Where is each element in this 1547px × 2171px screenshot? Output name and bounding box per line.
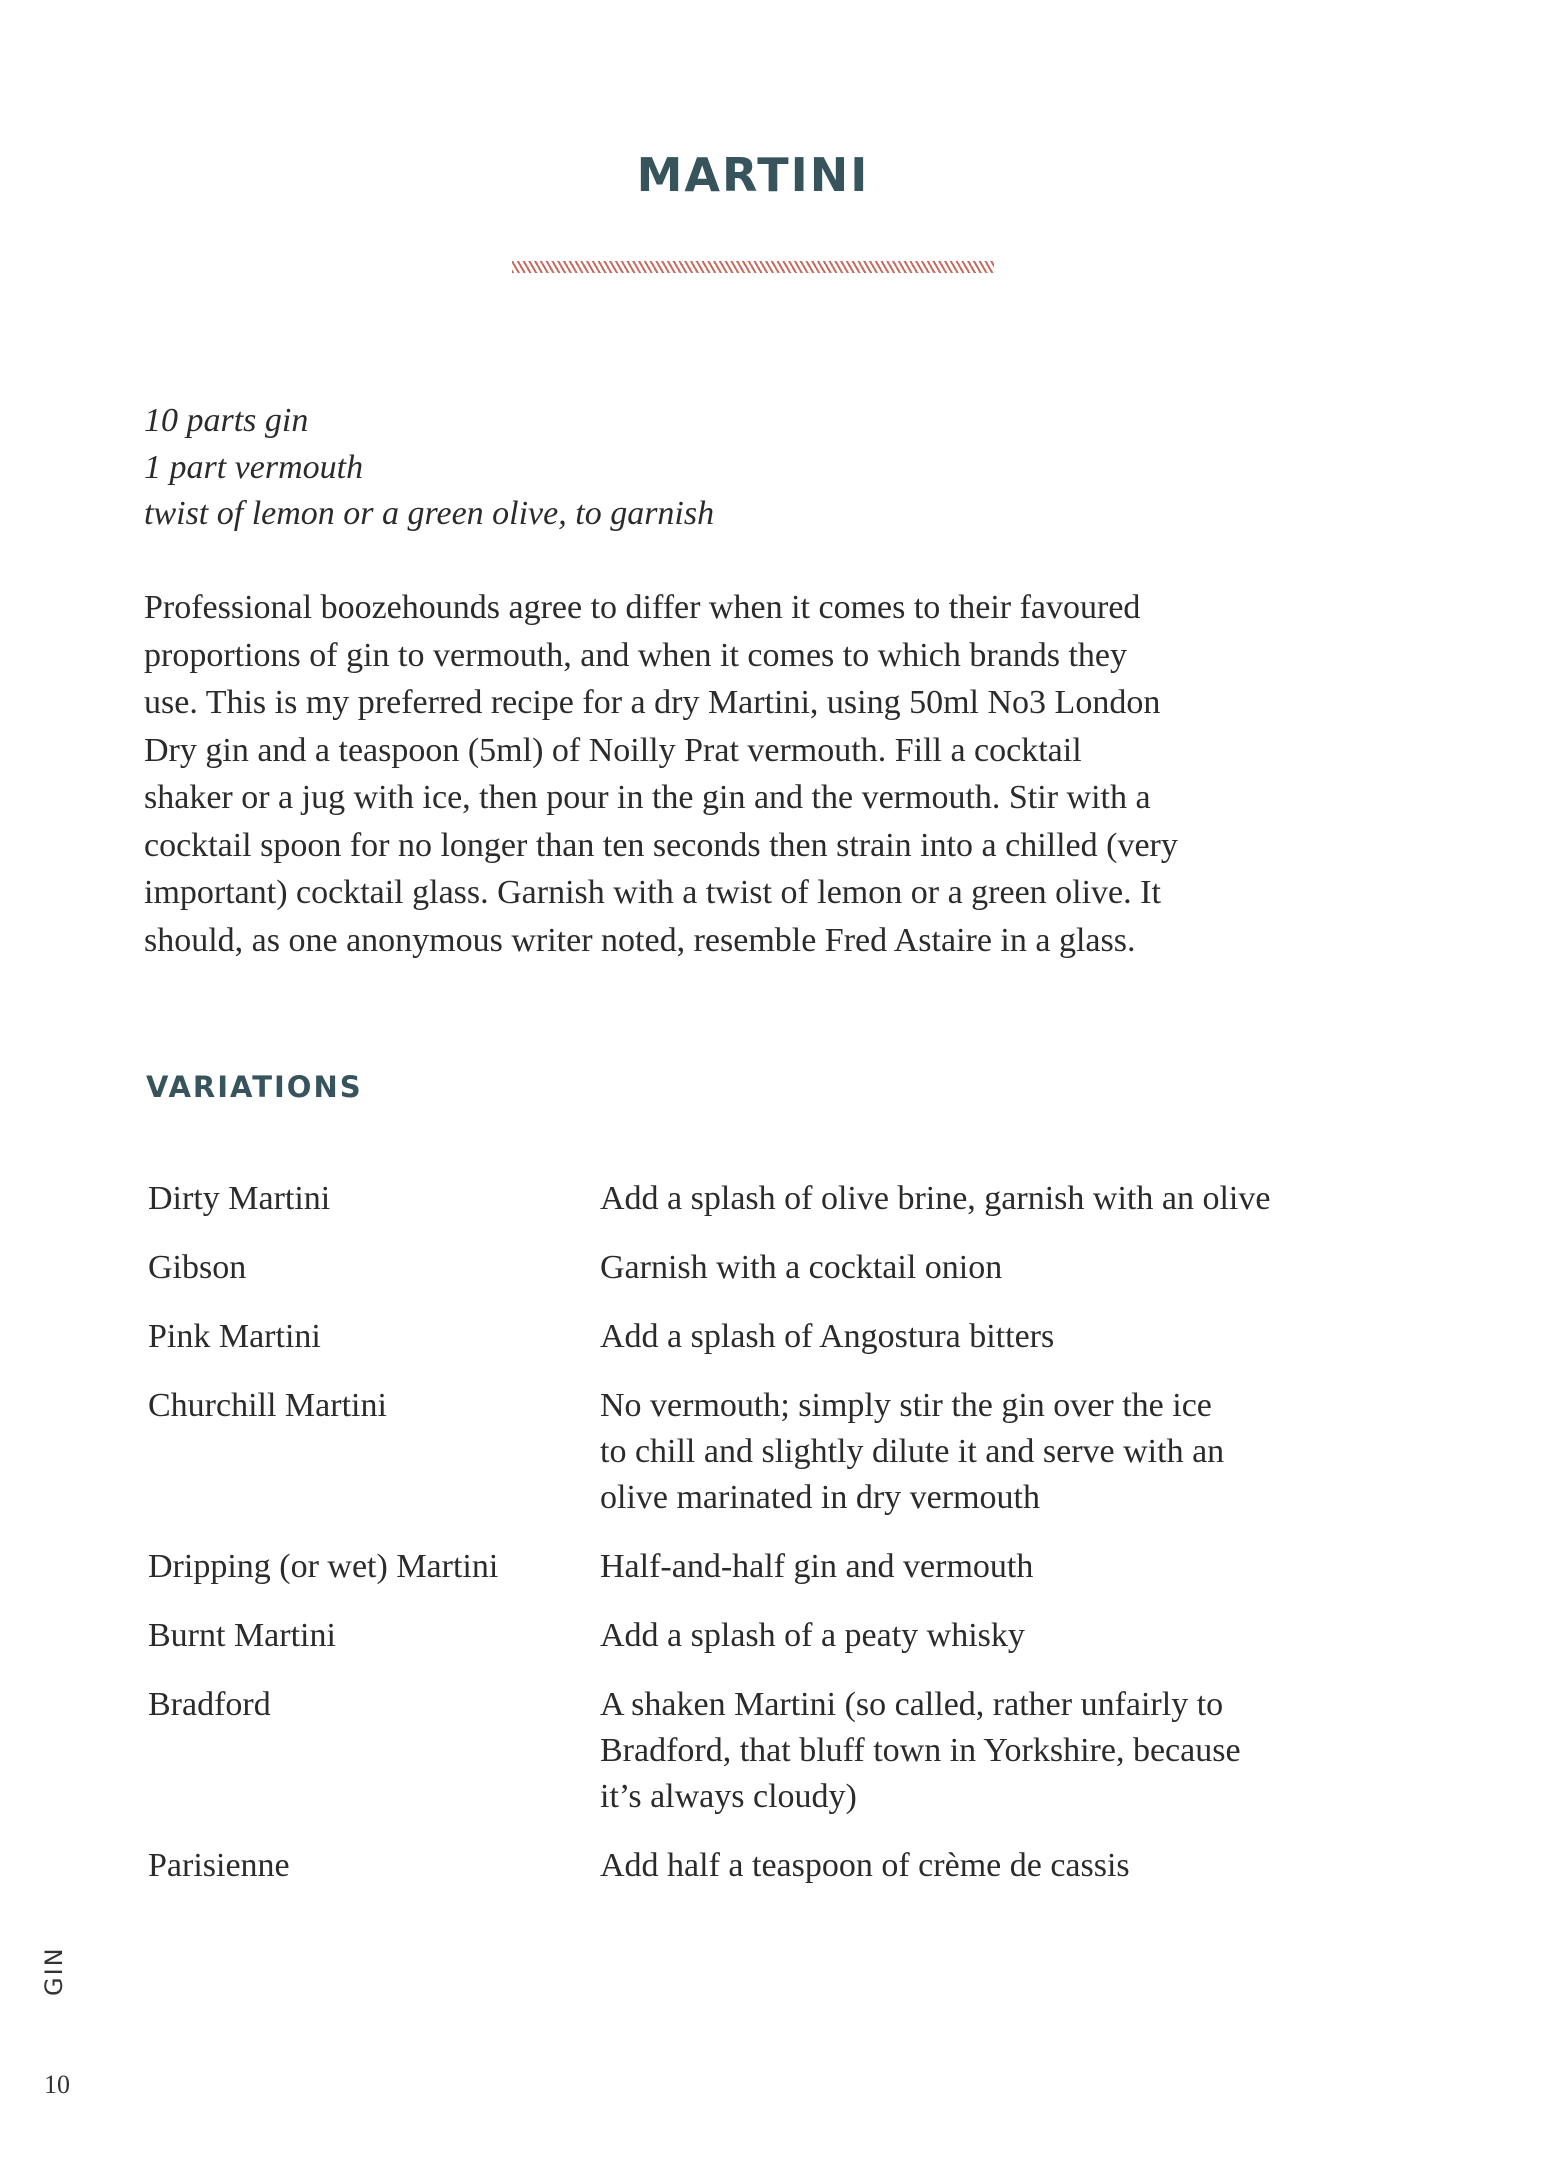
variation-description [600,1843,1348,1889]
variation-description-line: Half-and-half gin and vermouth [600,1548,1034,1585]
variation-name: Bradford [148,1686,271,1723]
variation-description-line: Add a splash of olive brine, garnish with an olive [600,1180,1271,1217]
variation-row [148,1843,1348,1889]
method-line: proportions of gin to vermouth, and when it comes to which brands they [144,636,1127,674]
variation-description [600,1245,1348,1291]
variation-description-line: Add a splash of Angostura bitters [600,1318,1055,1355]
variation-name: Dripping (or wet) Martini [148,1548,499,1585]
variation-description-line: No vermouth; simply stir the gin over the ice [600,1387,1212,1424]
variation-description-line: olive marinated in dry vermouth [600,1479,1040,1516]
method-line: should, as one anonymous writer noted, resemble Fred Astaire in a glass. [144,921,1136,959]
variation-description [600,1314,1348,1360]
variation-row [148,1613,1348,1659]
variation-description [600,1613,1348,1659]
variation-description-line: it’s always cloudy) [600,1778,857,1815]
variation-name: Parisienne [148,1847,290,1884]
variation-description-line: Bradford, that bluff town in Yorkshire, because [600,1732,1241,1769]
variation-name: Pink Martini [148,1318,321,1355]
ingredient: twist of lemon or a green olive, to garnish [144,495,715,532]
variations-table [148,1176,1348,1912]
variation-description-line: Garnish with a cocktail onion [600,1249,1003,1286]
section-label: GIN [40,1946,68,1996]
variation-description [600,1682,1348,1820]
variation-description [600,1544,1348,1590]
method-line: Professional boozehounds agree to differ when it comes to their favoured [144,589,1141,626]
method-line: Dry gin and a teaspoon (5ml) of Noilly Prat vermouth. Fill a cocktail [144,731,1082,769]
variation-name: Gibson [148,1249,247,1286]
variation-name: Burnt Martini [148,1617,336,1654]
variation-name: Churchill Martini [148,1387,387,1424]
method-line: shaker or a jug with ice, then pour in the gin and the vermouth. Stir with a [144,779,1151,816]
variations-heading: VARIATIONS [146,1070,363,1104]
ingredients-list [144,398,714,538]
method-line: use. This is my preferred recipe for a dry Martini, using 50ml No3 London [144,684,1161,721]
variation-row [148,1682,1348,1820]
variation-description-line: Add half a teaspoon of crème de cassis [600,1847,1130,1884]
variation-description [600,1383,1348,1521]
variation-row [148,1245,1348,1291]
variation-row [148,1314,1348,1360]
variation-row [148,1176,1348,1222]
variation-description-line: A shaken Martini (so called, rather unfairly to [600,1686,1224,1723]
variation-row [148,1383,1348,1521]
method-paragraph [144,584,1364,964]
method-line: important) cocktail glass. Garnish with a twist of lemon or a green olive. It [144,874,1161,911]
variation-name: Dirty Martini [148,1180,331,1217]
variation-row [148,1544,1348,1590]
decorative-divider [512,261,994,273]
variation-description [600,1176,1348,1222]
page-title: MARTINI [636,148,870,202]
variation-description-line: to chill and slightly dilute it and serve with an [600,1433,1225,1470]
ingredient: 10 parts gin [144,402,309,439]
page-number: 10 [44,2070,70,2099]
method-line: cocktail spoon for no longer than ten seconds then strain into a chilled (very [144,826,1178,864]
ingredient: 1 part vermouth [144,448,364,486]
variation-description-line: Add a splash of a peaty whisky [600,1617,1025,1654]
